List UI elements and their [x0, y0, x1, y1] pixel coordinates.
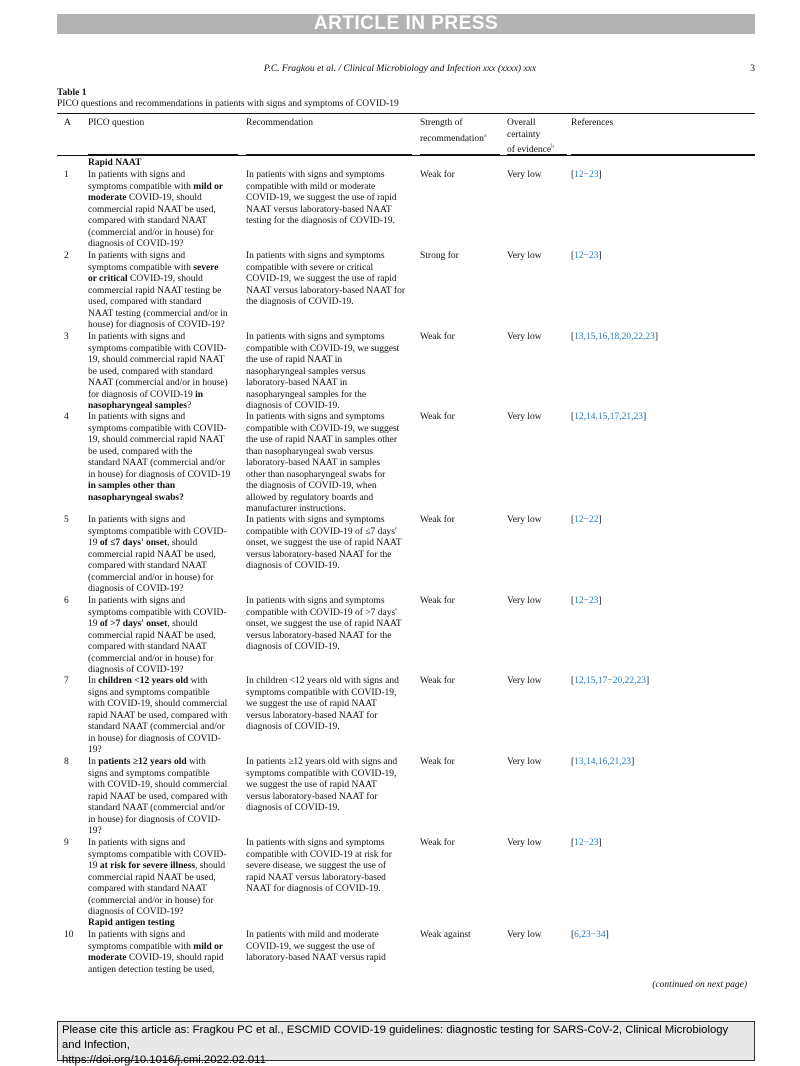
references: [12,14,15,17,21,23] — [571, 412, 647, 422]
strength-of-recommendation: Weak for — [420, 596, 455, 606]
header-a: A — [64, 118, 71, 128]
footnote-a-link[interactable]: a — [483, 131, 487, 139]
recommendation: In patients with signs and symptoms compatible with COVID-19, we suggest the use of rapid NAAT in nasopharyngeal samples versus laboratory-based NAAT in nasopharyngeal samples for the diagnosis of COVID-19. — [246, 332, 400, 411]
pico-question: In children <12 years old with signs and symptoms compatible with COVID-19, should commercial rapid NAAT be used, compared with standard NAAT (commercial and/or in house) for diagnosis of COVID- 19? — [88, 676, 228, 755]
row-number: 2 — [64, 251, 69, 261]
header-strength-line2: recommendation — [420, 133, 484, 144]
header-pico-question: PICO question — [88, 118, 145, 128]
certainty-of-evidence: Very low — [507, 757, 542, 767]
row-number: 7 — [64, 676, 69, 686]
citation-box — [57, 1021, 755, 1066]
references: [12−23] — [571, 170, 602, 180]
section-rapid-naat: Rapid NAAT — [88, 158, 142, 168]
strength-of-recommendation: Weak for — [420, 757, 455, 767]
table-caption: PICO questions and recommendations in patients with signs and symptoms of COVID-19 — [57, 99, 399, 109]
references: [12−23] — [571, 838, 602, 848]
pico-question: In patients with signs and symptoms compatible with COVID- 19 of ≤7 days' onset, should commercial rapid NAAT be used, compared with standard NAAT (commercial and/or in house) for diagnosis of COVID-19? — [88, 515, 227, 594]
certainty-of-evidence: Very low — [507, 596, 542, 606]
pico-question: In patients with signs and symptoms compatible with mild or moderate COVID-19, should rapid antigen detection testing be used, — [88, 930, 224, 975]
recommendation: In patients with signs and symptoms compatible with COVID-19 at risk for severe disease, we suggest the use of rapid NAAT versus laboratory-based NAAT for diagnosis of COVID-19. — [246, 838, 392, 894]
table-header-rule — [57, 155, 755, 156]
running-head: P.C. Fragkou et al. / Clinical Microbiology and Infection xxx (xxxx) xxx — [263, 64, 537, 74]
table-label: Table 1 — [57, 88, 87, 98]
certainty-of-evidence: Very low — [507, 251, 542, 261]
citation-doi-link[interactable]: https://doi.org/10.1016/j.cmi.2022.02.011 — [62, 1054, 266, 1066]
reference-link[interactable]: 12,14,15,17,21,23 — [574, 412, 644, 422]
strength-of-recommendation: Weak for — [420, 838, 455, 848]
reference-link[interactable]: 12,15,17−20,22,23 — [574, 676, 647, 686]
references: [12−23] — [571, 596, 602, 606]
certainty-of-evidence: Very low — [507, 170, 542, 180]
row-number: 9 — [64, 838, 69, 848]
references: [6,23−34] — [571, 930, 609, 940]
section-rapid-antigen-testing: Rapid antigen testing — [88, 918, 175, 928]
certainty-of-evidence: Very low — [507, 412, 542, 422]
recommendation: In patients with signs and symptoms compatible with COVID-19, we suggest the use of rapid NAAT in samples other than nasopharyngeal swab versus laboratory-based NAAT in samples other than nasopharyngeal swabs for the diagnosis of COVID-19, when allowed by regulatory boards and manufacturer instructions. — [246, 412, 400, 514]
row-number: 8 — [64, 757, 69, 767]
reference-link[interactable]: 12−22 — [574, 515, 599, 525]
header-certainty-line3: of evidence — [507, 145, 552, 156]
row-number: 3 — [64, 332, 69, 342]
table-top-rule — [57, 113, 755, 114]
header-certainty-line2: certainty — [507, 129, 541, 140]
pico-question: In patients with signs and symptoms compatible with COVID- 19, should commercial rapid NAAT be used, compared with standard NAAT (commercial and/or in house) for diagnosis of COVID-19 in nasopharyngeal samples? — [88, 332, 228, 411]
reference-link[interactable]: 12−23 — [574, 170, 599, 180]
header-certainty-bar — [507, 154, 567, 155]
strength-of-recommendation: Weak for — [420, 676, 455, 686]
header-certainty-line1: Overall — [507, 118, 536, 128]
pico-question: In patients with signs and symptoms compatible with COVID- 19 at risk for severe illness, should commercial rapid NAAT be used, compared with standard NAAT (commercial and/or in house) for diagnosis of COVID-19? — [88, 838, 227, 917]
header-strength-bar — [420, 154, 500, 155]
header-strength — [420, 118, 487, 145]
recommendation: In patients with signs and symptoms compatible with mild or moderate COVID-19, we suggest the use of rapid NAAT versus laboratory-based NAAT testing for the diagnosis of COVID-19. — [246, 170, 397, 226]
strength-of-recommendation: Strong for — [420, 251, 459, 261]
certainty-of-evidence: Very low — [507, 930, 542, 940]
reference-link[interactable]: 13,15,16,18,20,22,23 — [574, 332, 655, 342]
certainty-of-evidence: Very low — [507, 838, 542, 848]
recommendation: In patients with signs and symptoms compatible with COVID-19 of >7 days' onset, we suggest the use of rapid NAAT versus laboratory-based NAAT for the diagnosis of COVID-19. — [246, 596, 402, 652]
pico-question: In patients with signs and symptoms compatible with COVID- 19, should commercial rapid NAAT be used, compared with the standard NAAT (commercial and/or in house) for diagnosis of COVID-19 in samples other than nasopharyngeal swabs? — [88, 412, 231, 503]
recommendation: In children <12 years old with signs and symptoms compatible with COVID-19, we suggest the use of rapid NAAT versus laboratory-based NAAT for diagnosis of COVID-19. — [246, 676, 399, 732]
pico-question: In patients with signs and symptoms compatible with severe or critical COVID-19, should commercial rapid NAAT testing be used, compared with standard NAAT testing (commercial and/or in house) for diagnosis of COVID-19? — [88, 251, 228, 330]
header-question-bar — [88, 154, 238, 155]
references: [12,15,17−20,22,23] — [571, 676, 650, 686]
article-in-press-banner: ARTICLE IN PRESS — [57, 14, 755, 34]
row-number: 10 — [64, 930, 74, 940]
recommendation: In patients with mild and moderate COVID-19, we suggest the use of laboratory-based NAAT versus rapid — [246, 930, 386, 963]
footnote-b-link[interactable]: b — [551, 143, 555, 150]
pico-question: In patients with signs and symptoms compatible with mild or moderate COVID-19, should commercial rapid NAAT be used, compared with standard NAAT (commercial and/or in house) for diagnosis of COVID-19? — [88, 170, 224, 249]
references: [13,14,16,21,23] — [571, 757, 635, 767]
references: [12−22] — [571, 515, 602, 525]
row-number: 4 — [64, 412, 69, 422]
header-strength-line1: Strength of — [420, 118, 463, 128]
header-references-bar — [571, 154, 755, 155]
strength-of-recommendation: Weak for — [420, 412, 455, 422]
header-recommendation: Recommendation — [246, 118, 314, 128]
recommendation: In patients ≥12 years old with signs and symptoms compatible with COVID-19, we suggest the use of rapid NAAT versus laboratory-based NAAT for diagnosis of COVID-19. — [246, 757, 398, 813]
strength-of-recommendation: Weak for — [420, 170, 455, 180]
pico-question: In patients ≥12 years old with signs and symptoms compatible with COVID-19, should commercial rapid NAAT be used, compared with standard NAAT (commercial and/or in house) for diagnosis of COVID- 19? — [88, 757, 228, 836]
recommendation: In patients with signs and symptoms compatible with severe or critical COVID-19, we suggest the use of rapid NAAT versus laboratory-based NAAT for the diagnosis of COVID-19. — [246, 251, 406, 307]
strength-of-recommendation: Weak for — [420, 332, 455, 342]
certainty-of-evidence: Very low — [507, 515, 542, 525]
header-recommendation-bar — [246, 154, 412, 155]
strength-of-recommendation: Weak for — [420, 515, 455, 525]
row-number: 6 — [64, 596, 69, 606]
references: [12−23] — [571, 251, 602, 261]
row-number: 5 — [64, 515, 69, 525]
reference-link[interactable]: 6,23−34 — [574, 930, 606, 940]
reference-link[interactable]: 12−23 — [574, 596, 599, 606]
header-certainty — [507, 118, 554, 157]
reference-link[interactable]: 13,14,16,21,23 — [574, 757, 632, 767]
certainty-of-evidence: Very low — [507, 676, 542, 686]
references: [13,15,16,18,20,22,23] — [571, 332, 659, 342]
certainty-of-evidence: Very low — [507, 332, 542, 342]
pico-question: In patients with signs and symptoms compatible with COVID- 19 of >7 days' onset, should commercial rapid NAAT be used, compared with standard NAAT (commercial and/or in house) for diagnosis of COVID-19? — [88, 596, 227, 675]
row-number: 1 — [64, 170, 69, 180]
page-number: 3 — [750, 64, 755, 74]
continued-note: (continued on next page) — [652, 980, 747, 990]
strength-of-recommendation: Weak against — [420, 930, 471, 940]
recommendation: In patients with signs and symptoms compatible with COVID-19 of ≤7 days' onset, we suggest the use of rapid NAAT versus laboratory-based NAAT for the diagnosis of COVID-19. — [246, 515, 402, 571]
reference-link[interactable]: 12−23 — [574, 838, 599, 848]
reference-link[interactable]: 12−23 — [574, 251, 599, 261]
header-references: References — [571, 118, 614, 128]
citation-text: Please cite this article as: Fragkou PC et al., ESCMID COVID-19 guidelines: diagnostic testing for SARS-CoV-2, Clinical Microbiology and Infection, — [62, 1024, 729, 1051]
